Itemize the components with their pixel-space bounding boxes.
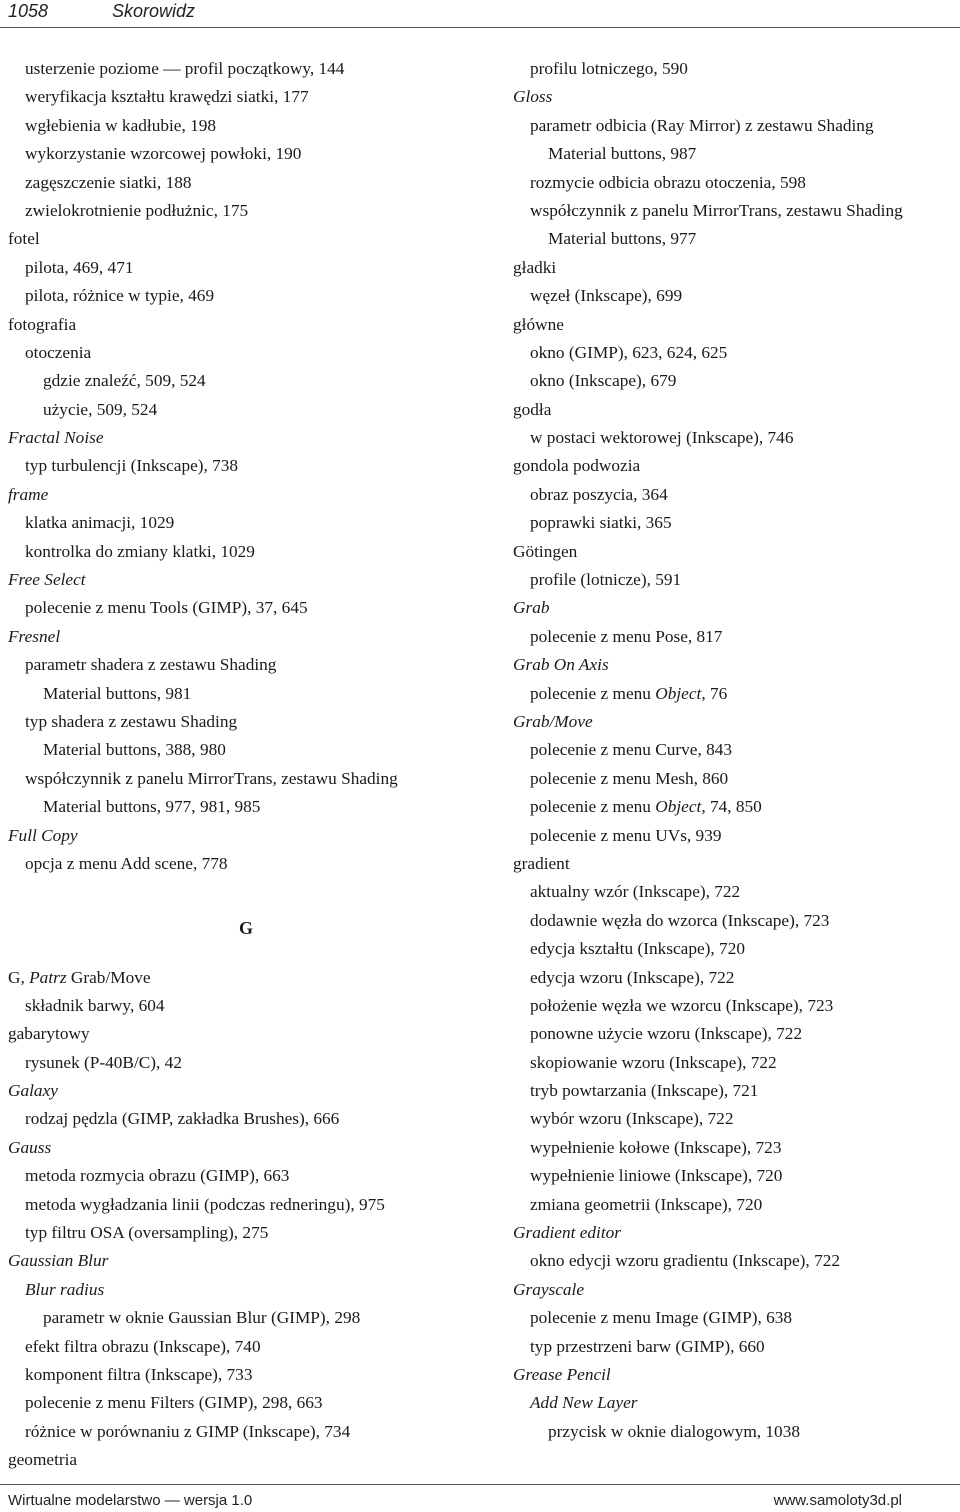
index-subentry: Material buttons, 977, 981, 985 xyxy=(43,797,261,817)
index-subentry: polecenie z menu Mesh, 860 xyxy=(530,768,729,788)
index-subentry: przycisk w oknie dialogowym, 1038 xyxy=(548,1421,800,1441)
index-subentry: kontrolka do zmiany klatki, 1029 xyxy=(25,541,255,561)
index-entry-part: polecenie z menu xyxy=(530,797,656,817)
index-subentry: węzeł (Inkscape), 699 xyxy=(530,286,683,306)
index-subentry: polecenie z menu Curve, 843 xyxy=(530,740,733,760)
index-subentry: gdzie znaleźć, 509, 524 xyxy=(43,371,206,391)
index-entry: Gaussian Blur xyxy=(8,1251,109,1271)
index-entry: fotografia xyxy=(8,314,77,334)
index-entry-part: G, xyxy=(8,967,30,987)
index-entry: Fresnel xyxy=(8,626,61,646)
index-entry: Grayscale xyxy=(513,1279,585,1299)
index-subentry: obraz poszycia, 364 xyxy=(530,484,668,504)
index-entry: Fractal Noise xyxy=(8,428,104,448)
index-entry: Grab On Axis xyxy=(513,655,609,675)
index-subentry: różnice w porównaniu z GIMP (Inkscape), 734 xyxy=(25,1421,351,1441)
index-subentry: profile (lotnicze), 591 xyxy=(530,570,682,590)
page-number: 1058 xyxy=(8,1,49,21)
index-subentry xyxy=(513,680,953,708)
index-subentry: skopiowanie wzoru (Inkscape), 722 xyxy=(530,1052,777,1072)
index-subentry: położenie węzła we wzorcu (Inkscape), 723 xyxy=(530,995,834,1015)
index-entry: Free Select xyxy=(8,570,86,590)
index-subentry: klatka animacji, 1029 xyxy=(25,513,175,533)
index-subentry: pilota, 469, 471 xyxy=(25,257,134,277)
index-entry-part: polecenie z menu xyxy=(530,683,656,703)
index-subentry: typ shadera z zestawu Shading xyxy=(25,711,238,731)
page-footer xyxy=(0,1484,960,1512)
index-subentry: zmiana geometrii (Inkscape), 720 xyxy=(530,1194,763,1214)
index-subentry: wypełnienie kołowe (Inkscape), 723 xyxy=(530,1137,782,1157)
index-subentry: współczynnik z panelu MirrorTrans, zestawu Shading xyxy=(25,768,398,788)
index-entry xyxy=(8,964,478,992)
index-entry-part: , 76 xyxy=(701,683,728,703)
index-subentry: edycja wzoru (Inkscape), 722 xyxy=(530,967,735,987)
index-subentry: tryb powtarzania (Inkscape), 721 xyxy=(530,1081,759,1101)
index-subentry: rysunek (P-40B/C), 42 xyxy=(25,1052,182,1072)
index-subentry: typ turbulencji (Inkscape), 738 xyxy=(25,456,239,476)
index-column-right xyxy=(513,55,953,1446)
index-entry: Götingen xyxy=(513,541,578,561)
index-entry: gradient xyxy=(513,853,570,873)
index-subentry: Material buttons, 388, 980 xyxy=(43,740,226,760)
index-subentry: metoda rozmycia obrazu (GIMP), 663 xyxy=(25,1166,290,1186)
index-entry: Full Copy xyxy=(8,825,78,845)
index-subentry: użycie, 509, 524 xyxy=(43,399,158,419)
index-subentry: zagęszczenie siatki, 188 xyxy=(25,172,192,192)
index-subentry: okno (Inkscape), 679 xyxy=(530,371,677,391)
index-subentry: polecenie z menu UVs, 939 xyxy=(530,825,722,845)
index-subentry: otoczenia xyxy=(25,342,92,362)
section-title: Skorowidz xyxy=(112,1,196,21)
index-subentry: profilu lotniczego, 590 xyxy=(530,59,688,78)
index-entry: Grease Pencil xyxy=(513,1364,611,1384)
index-subentry: typ filtru OSA (oversampling), 275 xyxy=(25,1223,269,1243)
index-entry: gładki xyxy=(513,257,557,277)
index-subentry: polecenie z menu Tools (GIMP), 37, 645 xyxy=(25,598,308,618)
index-entry-part: Object xyxy=(655,683,702,703)
index-entry: główne xyxy=(513,314,564,334)
index-subentry: rodzaj pędzla (GIMP, zakładka Brushes), 666 xyxy=(25,1109,340,1129)
index-subentry: parametr odbicia (Ray Mirror) z zestawu Shading xyxy=(530,115,874,135)
index-subentry: w postaci wektorowej (Inkscape), 746 xyxy=(530,428,794,448)
index-entry: Galaxy xyxy=(8,1081,58,1101)
index-entry: Grab xyxy=(513,598,550,618)
index-subentry: komponent filtra (Inkscape), 733 xyxy=(25,1364,253,1384)
index-subentry: Add New Layer xyxy=(530,1393,638,1413)
index-entry: gabarytowy xyxy=(8,1024,90,1044)
index-entry-part: Patrz xyxy=(29,967,67,987)
index-entry-part: Grab/Move xyxy=(66,967,151,987)
index-entry: gondola podwozia xyxy=(513,456,641,476)
footer-url: www.samoloty3d.pl xyxy=(773,1492,902,1509)
index-subentry: polecenie z menu Filters (GIMP), 298, 663 xyxy=(25,1393,323,1413)
index-subentry: usterzenie poziome — profil początkowy, 144 xyxy=(25,59,345,78)
index-subentry: Blur radius xyxy=(25,1279,105,1299)
index-subentry: ponowne użycie wzoru (Inkscape), 722 xyxy=(530,1024,803,1044)
index-entry-part: , 74, 850 xyxy=(701,797,762,817)
index-subentry: Material buttons, 987 xyxy=(548,144,697,164)
index-entry: geometria xyxy=(8,1450,78,1470)
index-subentry: opcja z menu Add scene, 778 xyxy=(25,853,228,873)
index-subentry: Material buttons, 977 xyxy=(548,229,697,249)
index-subentry: parametr shadera z zestawu Shading xyxy=(25,655,277,675)
index-subentry xyxy=(513,793,953,821)
index-entry: Gradient editor xyxy=(513,1223,621,1243)
index-subentry: wykorzystanie wzorcowej powłoki, 190 xyxy=(25,144,302,164)
index-subentry: wgłebienia w kadłubie, 198 xyxy=(25,115,217,135)
index-subentry: zwielokrotnienie podłużnic, 175 xyxy=(25,200,249,220)
index-subentry: wypełnienie liniowe (Inkscape), 720 xyxy=(530,1166,783,1186)
index-subentry: okno (GIMP), 623, 624, 625 xyxy=(530,342,728,362)
index-subentry: polecenie z menu Pose, 817 xyxy=(530,626,723,646)
index-subentry: okno edycji wzoru gradientu (Inkscape), 722 xyxy=(530,1251,840,1271)
index-subentry: parametr w oknie Gaussian Blur (GIMP), 298 xyxy=(43,1308,361,1328)
index-subentry: Material buttons, 981 xyxy=(43,683,192,703)
index-subentry: weryfikacja kształtu krawędzi siatki, 177 xyxy=(25,87,309,107)
index-subentry: typ przestrzeni barw (GIMP), 660 xyxy=(530,1336,765,1356)
index-entry: Grab/Move xyxy=(513,711,593,731)
index-entry: frame xyxy=(8,484,49,504)
index-entry: Gloss xyxy=(513,87,553,107)
index-subentry: pilota, różnice w typie, 469 xyxy=(25,286,215,306)
index-entry-part: Object xyxy=(655,797,702,817)
index-subentry: polecenie z menu Image (GIMP), 638 xyxy=(530,1308,793,1328)
index-subentry: metoda wygładzania linii (podczas redneringu), 975 xyxy=(25,1194,385,1214)
index-subentry: wybór wzoru (Inkscape), 722 xyxy=(530,1109,734,1129)
index-subentry: rozmycie odbicia obrazu otoczenia, 598 xyxy=(530,172,806,192)
page-header xyxy=(0,0,960,28)
index-letter-heading: G xyxy=(238,918,253,939)
index-entry: fotel xyxy=(8,229,40,249)
index-subentry: składnik barwy, 604 xyxy=(25,995,165,1015)
index-subentry: aktualny wzór (Inkscape), 722 xyxy=(530,882,741,902)
index-subentry: współczynnik z panelu MirrorTrans, zestawu Shading xyxy=(530,200,903,220)
index-subentry: efekt filtra obrazu (Inkscape), 740 xyxy=(25,1336,261,1356)
footer-title: Wirtualne modelarstwo — wersja 1.0 xyxy=(8,1492,253,1509)
index-subentry: dodawnie węzła do wzorca (Inkscape), 723 xyxy=(530,910,830,930)
index-entry: godła xyxy=(513,399,552,419)
index-entry: Gauss xyxy=(8,1137,52,1157)
index-column-left xyxy=(8,55,478,1475)
index-subentry: edycja kształtu (Inkscape), 720 xyxy=(530,939,745,959)
index-subentry: poprawki siatki, 365 xyxy=(530,513,672,533)
